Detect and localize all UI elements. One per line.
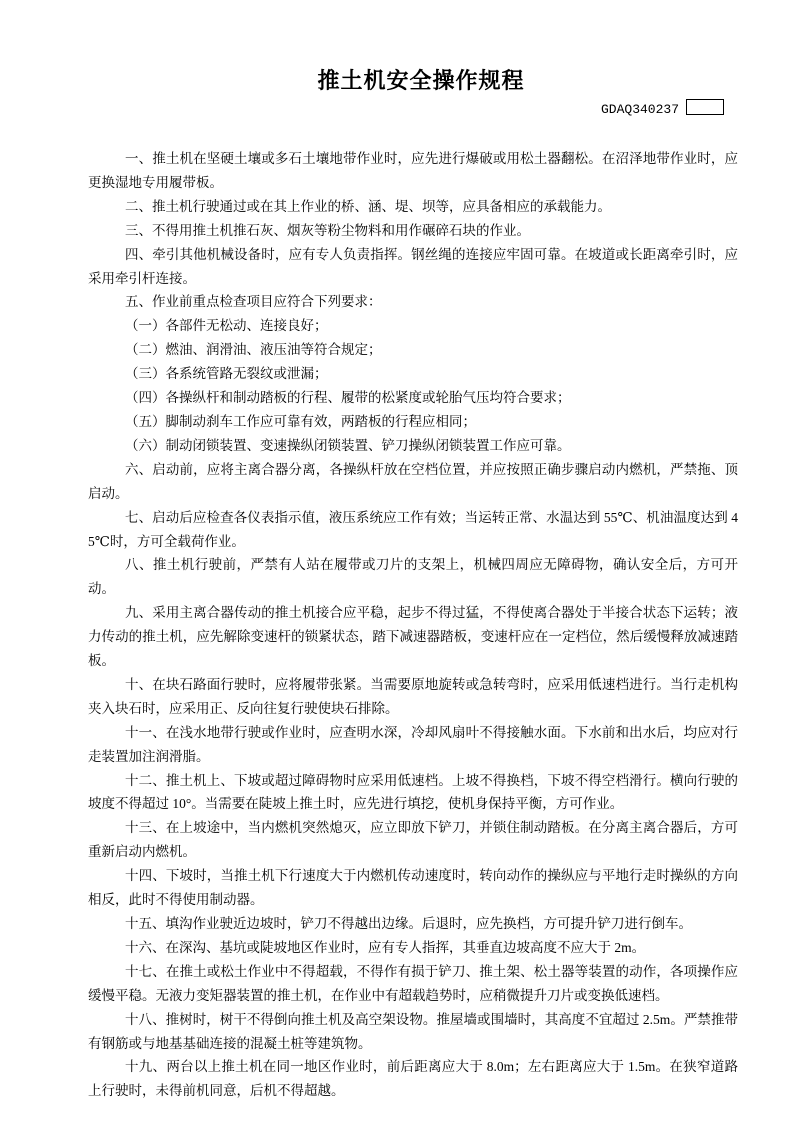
regulation-paragraph-1: 一、推土机在坚硬土壤或多石土壤地带作业时，应先进行爆破或用松土器翻松。在沼泽地带作业时，应更换湿地专用履带板。: [88, 151, 738, 190]
regulation-paragraph-6: 六、启动前，应将主离合器分离，各操纵杆放在空档位置，并应按照正确步骤启动内燃机，严禁拖、顶启动。: [88, 461, 738, 501]
regulation-paragraph-17: 十七、在推土或松土作业中不得超载，不得作有损于铲刀、推土架、松土器等装置的动作，各项操作应缓慢平稳。无液力变矩器装置的推土机，在作业中有超载趋势时，应稍微提升刀片或变换低速档。: [88, 963, 738, 1003]
regulation-paragraph-14: 十四、下坡时，当推土机下行速度大于内燃机传动速度时，转向动作的操纵应与平地行走时操纵的方向相反，此时不得使用制动器。: [88, 868, 738, 908]
document-body: [88, 147, 738, 1103]
regulation-paragraph-8: 八、推土机行驶前，严禁有人站在履带或刀片的支架上，机械四周应无障碍物，确认安全后，方可开动。: [88, 557, 738, 597]
regulation-subitem-6: （六）制动闭锁装置、变速操纵闭锁装置、铲刀操纵闭锁装置工作应可靠。: [125, 437, 571, 453]
regulation-paragraph-19: 十九、两台以上推土机在同一地区作业时，前后距离应大于 8.0m；左右距离应大于 1.5m。在狭窄道路上行驶时，未得前机同意，后机不得超越。: [88, 1059, 738, 1099]
regulation-paragraph-5: 五、作业前重点检查项目应符合下列要求：: [125, 294, 382, 310]
document-title: 推土机安全操作规程: [317, 68, 525, 93]
regulation-paragraph-18: 十八、推树时，树干不得倒向推土机及高空架设物。推屋墙或围墙时，其高度不宜超过 2.5m。严禁推带有钢筋或与地基基础连接的混凝土桩等建筑物。: [88, 1011, 738, 1051]
regulation-paragraph-15: 十五、填沟作业驶近边坡时，铲刀不得越出边缘。后退时，应先换档，方可提升铲刀进行倒车。: [125, 916, 692, 931]
regulation-paragraph-3: 三、不得用推土机推石灰、烟灰等粉尘物料和用作碾碎石块的作业。: [125, 222, 530, 238]
regulation-paragraph-2: 二、推土机行驶通过或在其上作业的桥、涵、堤、坝等，应具备相应的承载能力。: [125, 198, 611, 214]
regulation-subitem-1: （一）各部件无松动、连接良好；: [125, 318, 328, 334]
regulation-paragraph-9: 九、采用主离合器传动的推土机接合应平稳，起步不得过猛，不得使离合器处于半接合状态下运转；液力传动的推土机，应先解除变速杆的锁紧状态，踏下减速器踏板，变速杆应在一定档位，然后缓慢释放减速踏板。: [88, 605, 738, 669]
regulation-paragraph-16: 十六、在深沟、基坑或陡坡地区作业时，应有专人指挥，其垂直边坡高度不应大于 2m。: [125, 939, 646, 955]
regulation-paragraph-7: 七、启动后应检查各仪表指示值，液压系统应工作有效；当运转正常、水温达到 55℃、机油温度达到 45℃时，方可全载荷作业。: [88, 509, 738, 549]
regulation-paragraph-10: 十、在块石路面行驶时，应将履带张紧。当需要原地旋转或急转弯时，应采用低速档进行。当行走机构夹入块石时，应采用正、反向往复行驶使块石排除。: [88, 676, 738, 716]
doc-code-box: [686, 99, 724, 115]
regulation-subitem-5: （五）脚制动刹车工作应可靠有效，两踏板的行程应相同；: [125, 413, 476, 429]
regulation-paragraph-4: 四、牵引其他机械设备时，应有专人负责指挥。钢丝绳的连接应牢固可靠。在坡道或长距离牵引时，应采用牵引杆连接。: [88, 246, 738, 286]
regulation-paragraph-11: 十一、在浅水地带行驶或作业时，应查明水深，冷却风扇叶不得接触水面。下水前和出水后，均应对行走装置加注润滑脂。: [88, 724, 738, 764]
document-code-row: [88, 99, 738, 119]
regulation-paragraph-13: 十三、在上坡途中，当内燃机突然熄灭，应立即放下铲刀，并锁住制动踏板。在分离主离合器后，方可重新启动内燃机。: [88, 820, 738, 860]
regulation-subitem-3: （三）各系统管路无裂纹或泄漏；: [125, 366, 328, 382]
regulation-subitem-4: （四）各操纵杆和制动踏板的行程、履带的松紧度或轮胎气压均符合要求；: [125, 390, 571, 406]
regulation-paragraph-12: 十二、推土机上、下坡或超过障碍物时应采用低速档。上坡不得换档，下坡不得空档滑行。横向行驶的坡度不得超过 10°。当需要在陡坡上推土时，应先进行填挖，使机身保持平衡，方可作业。: [88, 772, 738, 812]
regulation-subitem-2: （二）燃油、润滑油、液压油等符合规定；: [125, 342, 382, 358]
document-code: GDAQ340237: [600, 102, 679, 117]
